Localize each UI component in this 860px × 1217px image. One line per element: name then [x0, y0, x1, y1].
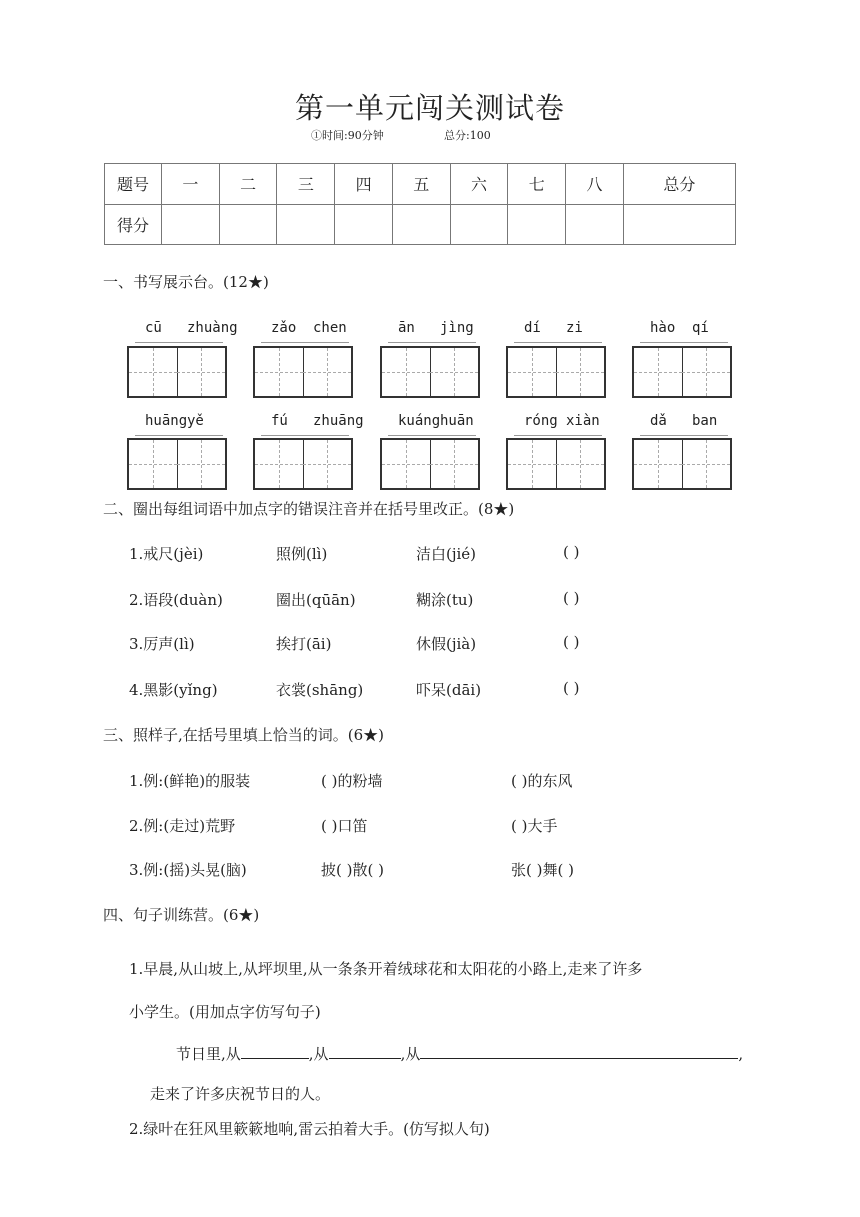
question-item: 3.厉声(lì) [129, 635, 195, 653]
grid-guide-line [508, 372, 556, 373]
pinyin-syllable: ban [692, 413, 718, 429]
grid-cell[interactable] [634, 440, 683, 488]
pinyin-syllable: fú [271, 413, 288, 429]
fill-blank[interactable]: 披( )散( ) [321, 861, 384, 879]
fill-mid: ,从 [400, 1045, 421, 1063]
question-item: 2.例:(走过)荒野 [129, 817, 236, 835]
header-cell: 题号 [105, 164, 162, 205]
pinyin-syllable: dǎ [650, 413, 667, 429]
grid-guide-line [556, 372, 604, 373]
question-item: 1.例:(鲜艳)的服装 [129, 772, 251, 790]
header-cell: 六 [450, 164, 508, 205]
pinyin-syllable: zǎo [271, 320, 297, 336]
grid-guide-line [556, 464, 604, 465]
grid-cell[interactable] [508, 440, 557, 488]
grid-cell[interactable] [430, 440, 478, 488]
grid-cell[interactable] [430, 348, 478, 396]
grid-cell[interactable] [129, 348, 178, 396]
score-cell[interactable] [450, 204, 508, 245]
answer-parens[interactable]: ( ) [563, 543, 580, 561]
header-cell: 七 [508, 164, 566, 205]
header-cell: 二 [219, 164, 277, 205]
pinyin-syllable: dí [524, 320, 541, 336]
grid-guide-line [255, 372, 303, 373]
question-text: 1.早晨,从山坡上,从坪坝里,从一条条开着绒球花和太阳花的小路上,走来了许多 [129, 960, 643, 978]
total-score-info: 总分:100 [444, 129, 491, 142]
fill-blank[interactable]: ( )大手 [511, 817, 558, 835]
pinyin-syllable: huāng [145, 413, 188, 429]
pinyin-line [640, 342, 728, 343]
grid-cell[interactable] [303, 440, 351, 488]
tianzige-writing-grid[interactable] [253, 346, 353, 398]
score-table [104, 163, 736, 245]
tianzige-writing-grid[interactable] [127, 438, 227, 490]
answer-parens[interactable]: ( ) [563, 679, 580, 697]
grid-guide-line [177, 464, 225, 465]
question-text: 走来了许多庆祝节日的人。 [150, 1085, 331, 1103]
question-text: 小学生。(用加点字仿写句子) [129, 1003, 321, 1021]
question-item: 衣裳(shāng) [276, 681, 364, 699]
tianzige-writing-grid[interactable] [506, 346, 606, 398]
fill-blank[interactable]: ( )口笛 [321, 817, 368, 835]
question-item: 洁白(jié) [416, 545, 477, 563]
pinyin-syllable: chen [313, 320, 347, 336]
pinyin-syllable: jìng [440, 320, 474, 336]
grid-guide-line [634, 464, 682, 465]
pinyin-syllable: yě [187, 413, 204, 429]
header-cell: 五 [392, 164, 450, 205]
grid-guide-line [682, 464, 730, 465]
question-item: 照例(lì) [276, 545, 328, 563]
answer-blank[interactable] [420, 1044, 738, 1059]
grid-guide-line [382, 464, 430, 465]
grid-cell[interactable] [682, 440, 730, 488]
header-cell: 一 [162, 164, 220, 205]
fill-blank[interactable]: ( )的粉墙 [321, 772, 383, 790]
pinyin-line [261, 342, 349, 343]
grid-cell[interactable] [556, 348, 604, 396]
grid-cell[interactable] [129, 440, 178, 488]
grid-guide-line [129, 372, 177, 373]
pinyin-syllable: qí [692, 320, 709, 336]
score-cell[interactable] [162, 204, 220, 245]
pinyin-syllable: cū [145, 320, 162, 336]
grid-guide-line [129, 464, 177, 465]
header-cell: 四 [335, 164, 393, 205]
tianzige-writing-grid[interactable] [380, 438, 480, 490]
question-item: 4.黑影(yǐng) [129, 681, 218, 699]
pinyin-line [514, 435, 602, 436]
grid-cell[interactable] [255, 348, 304, 396]
score-cell[interactable] [219, 204, 277, 245]
pinyin-syllable: huān [440, 413, 474, 429]
pinyin-syllable: zhuāng [313, 413, 364, 429]
grid-guide-line [430, 372, 478, 373]
score-row-label: 得分 [105, 204, 162, 245]
pinyin-syllable: zhuàng [187, 320, 238, 336]
fill-blank[interactable]: 张( )舞( ) [511, 861, 574, 879]
question-item: 糊涂(tu) [416, 591, 474, 609]
grid-cell[interactable] [303, 348, 351, 396]
tianzige-writing-grid[interactable] [253, 438, 353, 490]
question-item: 休假(jià) [416, 635, 477, 653]
header-cell: 三 [277, 164, 335, 205]
grid-guide-line [508, 464, 556, 465]
answer-blank[interactable] [329, 1044, 401, 1059]
answer-blank[interactable] [241, 1044, 309, 1059]
grid-guide-line [303, 372, 351, 373]
score-cell[interactable] [335, 204, 393, 245]
time-info: ①时间:90分钟 [311, 129, 384, 142]
grid-guide-line [682, 372, 730, 373]
score-cell[interactable] [277, 204, 335, 245]
question-item: 挨打(āi) [276, 635, 332, 653]
pinyin-syllable: xiàn [566, 413, 600, 429]
grid-cell[interactable] [556, 440, 604, 488]
question-item: 3.例:(摇)头晃(脑) [129, 861, 247, 879]
question-item: 1.戒尺(jèi) [129, 545, 204, 563]
pinyin-line [640, 435, 728, 436]
pinyin-syllable: zi [566, 320, 583, 336]
grid-guide-line [382, 372, 430, 373]
fill-mid: ,从 [308, 1045, 329, 1063]
pinyin-syllable: ān [398, 320, 415, 336]
fill-prefix: 节日里,从 [176, 1045, 241, 1063]
grid-guide-line [430, 464, 478, 465]
imitation-fill-line [176, 1043, 743, 1064]
grid-cell[interactable] [177, 440, 225, 488]
grid-cell[interactable] [634, 348, 683, 396]
fill-blank[interactable]: ( )的东风 [511, 772, 573, 790]
score-cell[interactable] [392, 204, 450, 245]
pinyin-line [261, 435, 349, 436]
score-cell[interactable] [623, 204, 735, 245]
grid-guide-line [634, 372, 682, 373]
pinyin-line [135, 435, 223, 436]
pinyin-line [388, 342, 476, 343]
tianzige-writing-grid[interactable] [632, 438, 732, 490]
section-1-heading: 一、书写展示台。(12★) [103, 273, 269, 291]
grid-guide-line [177, 372, 225, 373]
tianzige-writing-grid[interactable] [632, 346, 732, 398]
score-table-header-row [105, 164, 736, 205]
grid-cell[interactable] [682, 348, 730, 396]
question-item: 吓呆(dāi) [416, 681, 482, 699]
pinyin-syllable: kuáng [398, 413, 441, 429]
question-item: 圈出(qūān) [276, 591, 356, 609]
grid-cell[interactable] [177, 348, 225, 396]
pinyin-line [388, 435, 476, 436]
tianzige-writing-grid[interactable] [380, 346, 480, 398]
section-3-heading: 三、照样子,在括号里填上恰当的词。(6★) [103, 726, 385, 744]
fill-end: , [738, 1045, 744, 1063]
section-4-heading: 四、句子训练营。(6★) [103, 906, 260, 924]
pinyin-syllable: hào [650, 320, 676, 336]
page-title: 第一单元闯关测试卷 [294, 91, 565, 125]
answer-parens[interactable]: ( ) [563, 589, 580, 607]
tianzige-writing-grid[interactable] [506, 438, 606, 490]
grid-cell[interactable] [255, 440, 304, 488]
score-cell[interactable] [508, 204, 566, 245]
pinyin-line [514, 342, 602, 343]
header-cell: 八 [566, 164, 624, 205]
grid-cell[interactable] [382, 440, 431, 488]
grid-guide-line [255, 464, 303, 465]
header-cell: 总分 [623, 164, 735, 205]
score-cell[interactable] [566, 204, 624, 245]
grid-cell[interactable] [508, 348, 557, 396]
grid-guide-line [303, 464, 351, 465]
question-text: 2.绿叶在狂风里簌簌地响,雷云拍着大手。(仿写拟人句) [129, 1120, 490, 1138]
pinyin-syllable: róng [524, 413, 558, 429]
pinyin-line [135, 342, 223, 343]
answer-parens[interactable]: ( ) [563, 633, 580, 651]
score-table-score-row [105, 204, 736, 245]
grid-cell[interactable] [382, 348, 431, 396]
question-item: 2.语段(duàn) [129, 591, 223, 609]
tianzige-writing-grid[interactable] [127, 346, 227, 398]
section-2-heading: 二、圈出每组词语中加点字的错误注音并在括号里改正。(8★) [103, 500, 515, 518]
